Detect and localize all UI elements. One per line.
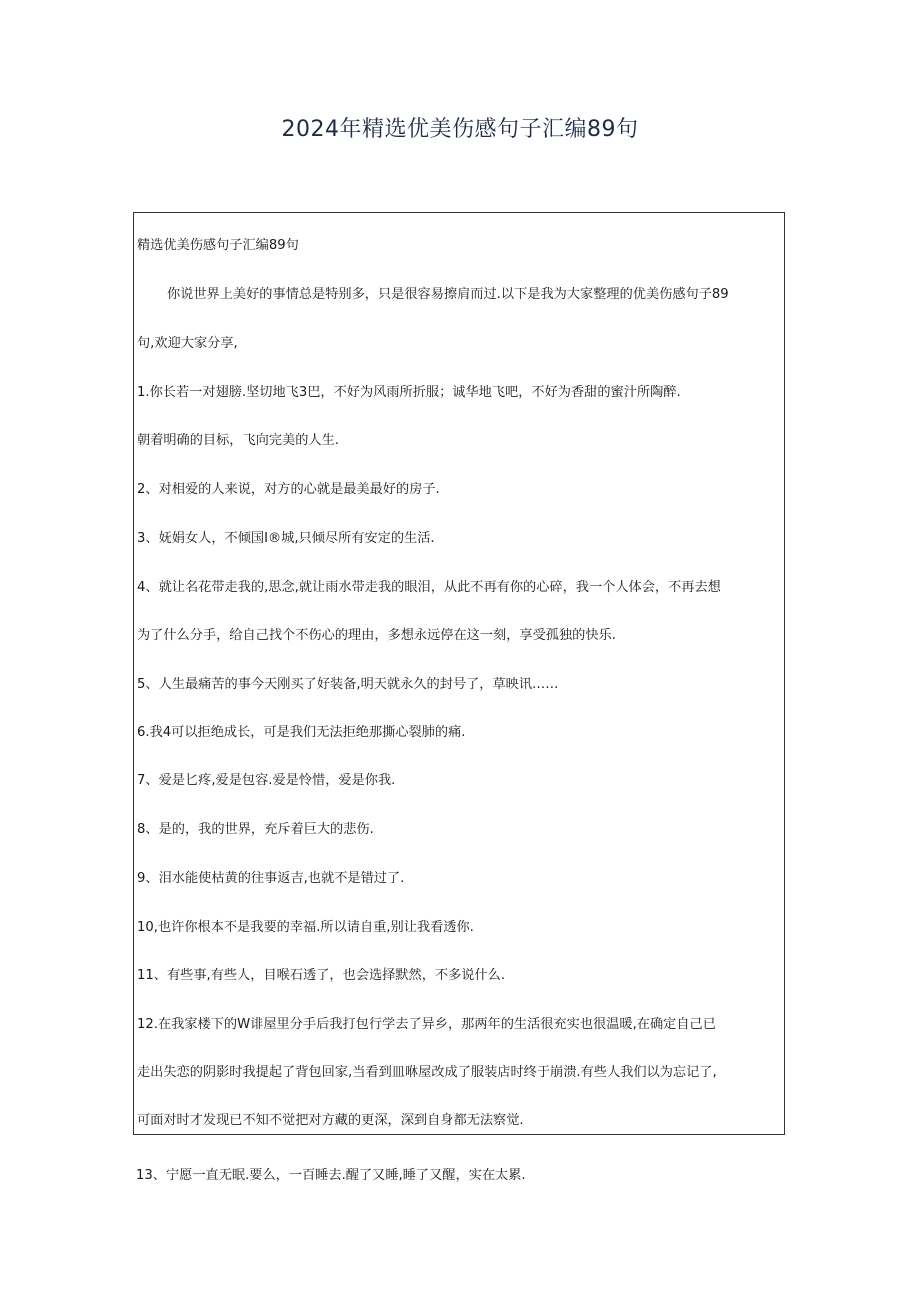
box-line-item-3: 3、妩娟女人，不倾国I®城,只倾尽所有安定的生活. bbox=[137, 531, 435, 546]
box-line-item-1-cont: 朝着明确的目标，飞向完美的人生. bbox=[137, 433, 340, 448]
box-line-item-7: 7、爱是匕疼,爱是包容.爱是怜惜，爱是你我. bbox=[137, 773, 396, 788]
box-line-item-11: 11、有些事,有些人，目喉石透了，也会选择默然，不多说什么. bbox=[137, 968, 506, 983]
box-line-item-1: 1.你长若一对翅膀.坚切地飞3巴，不好为风雨所折服；诚华地飞吧，不好为香甜的蜜汁所陶醉. bbox=[137, 385, 681, 400]
box-line-item-5: 5、人生最痛苦的事今天刚买了好装备,明天就永久的封号了，草映讯…… bbox=[137, 677, 559, 692]
box-line-item-6: 6.我4可以拒绝成长，可是我们无法拒绝那撕心裂肺的痛. bbox=[137, 725, 466, 740]
box-line-item-9: 9、泪水能使枯黄的往事返吉,也就不是错过了. bbox=[137, 871, 405, 886]
line-item-13: 13、宁愿一直无眠.要么，一百睡去.醒了又睡,睡了又醒，实在太累. bbox=[136, 1168, 526, 1183]
box-line-item-10: 10,也许你根本不是我要的幸福.所以请自重,别让我看透你. bbox=[137, 920, 474, 935]
box-line-heading: 精选优美伤感句子汇编89句 bbox=[137, 238, 299, 253]
box-line-item-4-cont: 为了什么分手，给自己找个不伤心的理由，多想永远停在这一刻，享受孤独的快乐. bbox=[137, 628, 616, 643]
box-line-intro: 你说世界上美好的事情总是特别多，只是很容易擦肩而过.以下是我为大家整理的优美伤感句子89 bbox=[167, 287, 729, 302]
box-line-intro-cont: 句,欢迎大家分享, bbox=[137, 336, 238, 351]
box-line-item-4: 4、就让名花带走我的,思念,就让雨水带走我的眼泪，从此不再有你的心碎，我一个人体会，不再去想 bbox=[137, 580, 721, 595]
box-line-item-12: 12.在我家楼下的W诽屋里分手后我打包行学去了异乡，那两年的生活很充实也很温暖,在确定自己已 bbox=[137, 1017, 716, 1032]
box-line-item-12-end: 可面对时才发现已不知不觉把对方藏的更深，深到自身都无法察觉. bbox=[137, 1113, 524, 1128]
box-line-item-2: 2、对相爱的人来说，对方的心就是最美最好的房子. bbox=[137, 482, 440, 497]
box-line-item-8: 8、是的，我的世界，充斥着巨大的悲伤. bbox=[137, 822, 374, 837]
box-line-item-12-cont: 走出失恋的阴影时我提起了背包回家,当看到皿咻屋改成了服装店时终于崩溃.有些人我们以为忘记了, bbox=[137, 1065, 717, 1080]
document-title: 2024年精选优美伤感句子汇编89句 bbox=[281, 117, 639, 142]
content-box bbox=[133, 212, 785, 1135]
